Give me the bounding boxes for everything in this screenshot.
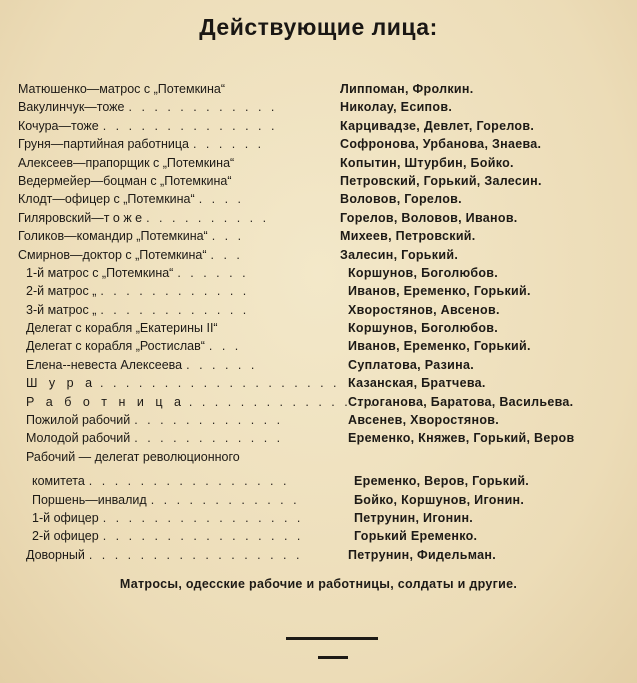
page-title: Действующие лица: xyxy=(199,14,438,40)
role-name: Вакулинчук—тоже xyxy=(18,100,125,115)
leader-dots: . . . . . . . . . . . . . . . . xyxy=(102,510,304,525)
cast-row xyxy=(18,209,618,227)
leader-dots xyxy=(234,154,338,172)
cast-row xyxy=(18,491,618,509)
role-name: Ведермейер—боцман с „Потемкина“ xyxy=(18,173,232,188)
leader-dots: . . . . . . . . . . . . . . . . . . . xyxy=(100,376,340,391)
role-name: Ш у р а xyxy=(26,376,97,391)
cast-row xyxy=(18,190,618,208)
leader-dots xyxy=(225,80,338,98)
actors-names: Бойко, Коршунов, Игонин. xyxy=(354,492,525,507)
role-name: 3-й матрос „ xyxy=(26,302,97,317)
role-name: Делегат с корабля „Екатерины II“ xyxy=(26,321,218,336)
role-cell xyxy=(18,509,352,527)
role-name: Груня—партийная работница xyxy=(18,137,189,152)
cast-row xyxy=(18,393,618,411)
role-cell xyxy=(18,546,346,564)
role-name: Поршень—инвалид xyxy=(32,492,147,507)
role-name: Елена--невеста Алексеева xyxy=(26,357,183,372)
role-cell xyxy=(18,154,338,172)
role-cell xyxy=(18,172,338,190)
role-cell xyxy=(18,282,346,300)
role-cell xyxy=(18,356,346,374)
actors-names: Залесин, Горький. xyxy=(340,247,459,262)
cast-row xyxy=(18,282,618,300)
decorative-rule-long xyxy=(286,637,378,640)
role-name: Делегат с корабля „Ростислав“ xyxy=(26,339,205,354)
leader-dots: . . . xyxy=(210,247,243,262)
leader-dots: . . . . . . . . . . . . . . . . . xyxy=(88,547,303,562)
actors-names: Николау, Есипов. xyxy=(340,100,453,115)
actors-names: Петровский, Горький, Залесин. xyxy=(340,173,542,188)
cast-row xyxy=(18,301,618,319)
role-cell xyxy=(18,337,346,355)
role-cell xyxy=(18,301,346,319)
role-name: Алексеев—прапорщик с „Потемкина“ xyxy=(18,155,235,170)
leader-dots xyxy=(231,172,338,190)
leader-dots: . . . . . . . . . . . . . . . xyxy=(188,394,377,409)
role-name: Доворный xyxy=(26,547,85,562)
cast-row xyxy=(18,527,618,545)
footer-note: Матросы, одесские рабочие и работницы, солдаты и другие. xyxy=(119,577,518,591)
leader-dots: . . . . . . xyxy=(177,265,249,280)
cast-row xyxy=(18,337,618,355)
role-cell xyxy=(18,429,346,447)
cast-row xyxy=(18,117,618,135)
leader-dots: . . . xyxy=(208,339,242,354)
leader-dots: . . . xyxy=(211,229,245,244)
cast-row xyxy=(18,448,618,466)
role-cell xyxy=(18,448,346,466)
actors-names: Казанская, Братчева. xyxy=(348,376,486,391)
cast-row xyxy=(18,227,618,245)
actors-names: Софронова, Урбанова, Знаева. xyxy=(340,137,542,152)
leader-dots: . . . . xyxy=(198,192,244,207)
role-cell xyxy=(18,227,338,245)
cast-row xyxy=(18,98,618,116)
leader-dots: . . . . . . xyxy=(186,357,258,372)
actors-names: Петрунин, Игонин. xyxy=(354,510,474,525)
role-name: Клодт—офицер с „Потемкина“ xyxy=(18,192,195,207)
cast-row xyxy=(18,172,618,190)
actors-names xyxy=(346,448,348,466)
role-name: Рабочий — делегат революционного xyxy=(26,449,240,464)
cast-row xyxy=(18,80,618,98)
actors-names: Липпоман, Фролкин. xyxy=(340,82,474,96)
role-name: Гиляровский—т о ж е xyxy=(18,210,143,225)
role-name: 2-й матрос „ xyxy=(26,284,97,299)
role-cell xyxy=(18,209,338,227)
role-name: Смирнов—доктор с „Потемкина“ xyxy=(18,247,207,262)
actors-names: Воловов, Горелов. xyxy=(340,192,462,207)
role-cell xyxy=(18,190,338,208)
leader-dots xyxy=(240,448,346,466)
leader-dots: . . . . . . . . . . . . . . xyxy=(102,118,278,133)
cast-row xyxy=(18,356,618,374)
cast-row xyxy=(18,246,618,264)
role-cell xyxy=(18,393,377,411)
cast-row xyxy=(18,411,618,429)
leader-dots: . . . . . . . . . . . . xyxy=(150,492,300,507)
role-name: 1-й офицер xyxy=(32,510,99,525)
leader-dots: . . . . . . xyxy=(192,137,265,152)
cast-row xyxy=(18,546,618,564)
actors-names: Коршунов, Боголюбов. xyxy=(348,265,499,280)
actors-names: Строганова, Баратова, Васильева. xyxy=(348,394,574,409)
role-name: 2-й офицер xyxy=(32,529,99,544)
leader-dots: . . . . . . . . . . xyxy=(146,210,270,225)
role-cell xyxy=(18,374,346,392)
cast-row xyxy=(18,472,618,490)
actors-names: Коршунов, Боголюбов. xyxy=(348,321,499,336)
actors-names: Иванов, Еременко, Горький. xyxy=(348,284,531,299)
role-cell xyxy=(18,527,352,545)
cast-row xyxy=(18,154,618,172)
actors-names: Копытин, Штурбин, Бойко. xyxy=(340,155,514,170)
leader-dots: . . . . . . . . . . . . xyxy=(134,431,284,446)
actors-names: Горелов, Воловов, Иванов. xyxy=(340,210,518,225)
actors-names: Суплатова, Разина. xyxy=(348,357,474,372)
role-name: Матюшенко—матрос с „Потемкина“ xyxy=(18,82,226,96)
leader-dots: . . . . . . . . . . . . xyxy=(100,302,250,317)
cast-row xyxy=(18,509,618,527)
role-cell xyxy=(18,117,338,135)
role-cell xyxy=(18,80,338,98)
cast-list xyxy=(18,80,618,564)
role-cell xyxy=(18,491,352,509)
actors-names: Еременко, Княжев, Горький, Веров xyxy=(348,431,575,446)
cast-row xyxy=(18,319,618,337)
role-name: Р а б о т н и ц а xyxy=(26,394,185,409)
cast-row xyxy=(18,374,618,392)
decorative-rule-short xyxy=(318,656,348,659)
cast-row xyxy=(18,429,618,447)
role-name: Пожилой рабочий xyxy=(26,413,131,428)
role-cell xyxy=(18,264,346,282)
role-cell xyxy=(18,135,338,153)
role-cell xyxy=(18,319,346,337)
role-name: комитета xyxy=(32,474,85,489)
actors-names: Хворостянов, Авсенов. xyxy=(348,302,500,317)
role-cell xyxy=(18,246,338,264)
leader-dots: . . . . . . . . . . . . . . . . xyxy=(102,529,304,544)
actors-names: Еременко, Веров, Горький. xyxy=(354,474,530,489)
actors-names: Карцивадзе, Девлет, Горелов. xyxy=(340,118,535,133)
role-cell xyxy=(18,411,346,429)
role-cell xyxy=(18,472,352,490)
cast-row xyxy=(18,264,618,282)
role-cell xyxy=(18,98,338,116)
role-name: Молодой рабочий xyxy=(26,431,131,446)
actors-names: Авсенев, Хворостянов. xyxy=(348,413,500,428)
actors-names: Иванов, Еременко, Горький. xyxy=(348,339,531,354)
leader-dots: . . . . . . . . . . . . xyxy=(100,284,250,299)
actors-names: Горький Еременко. xyxy=(354,529,478,544)
cast-row xyxy=(18,135,618,153)
actors-names: Петрунин, Фидельман. xyxy=(348,547,496,562)
actors-names: Михеев, Петровский. xyxy=(340,229,476,244)
leader-dots: . . . . . . . . . . . . xyxy=(128,100,278,115)
role-name: Кочура—тоже xyxy=(18,118,99,133)
leader-dots: . . . . . . . . . . . . . . . . xyxy=(88,474,290,489)
role-name: Голиков—командир „Потемкина“ xyxy=(18,229,208,244)
leader-dots xyxy=(218,319,346,337)
role-name: 1-й матрос с „Потемкина“ xyxy=(26,265,174,280)
leader-dots: . . . . . . . . . . . . xyxy=(134,413,284,428)
